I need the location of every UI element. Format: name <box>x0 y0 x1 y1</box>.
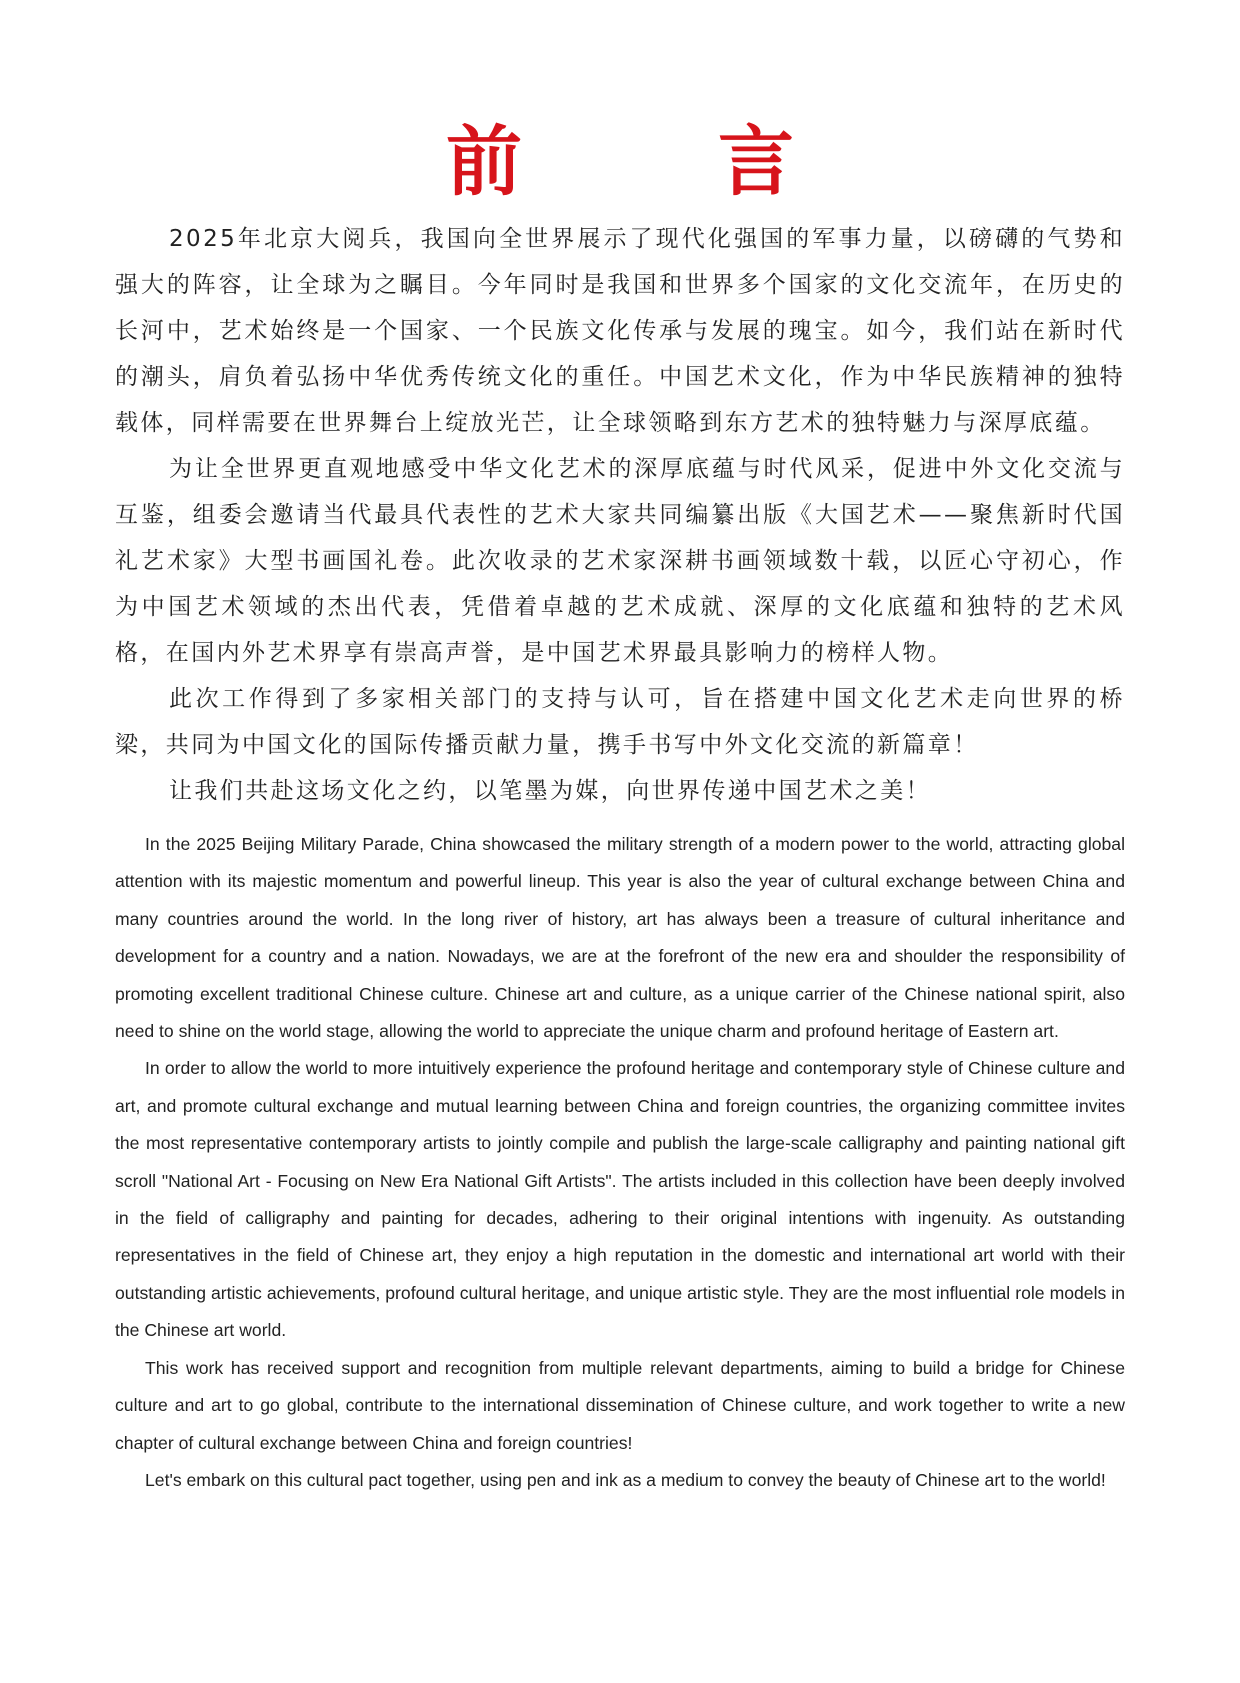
chinese-paragraph: 此次工作得到了多家相关部门的支持与认可，旨在搭建中国文化艺术走向世界的桥梁，共同为中国文化的国际传播贡献力量，携手书写中外文化交流的新篇章！ <box>115 686 1125 758</box>
english-paragraph: In order to allow the world to more intuitively experience the profound heritage and contemporary style of Chinese culture and art, and promote cultural exchange and mutual learning between China and foreign countries, the organizing committee invites the most representative contemporary artists to jointly compile and publish the large-scale calligraphy and painting national gift scroll "National Art - Focusing on New Era National Gift Artists". The artists included in this collection have been deeply involved in the field of calligraphy and painting for decades, adhering to their original intentions with ingenuity. As outstanding representatives in the field of Chinese art, they enjoy a high reputation in the domestic and international art world with their outstanding artistic achievements, profound cultural heritage, and unique artistic style. They are the most influential role models in the Chinese art world. <box>115 1058 1125 1341</box>
english-preface <box>115 826 1125 1499</box>
chinese-paragraph: 让我们共赴这场文化之约，以笔墨为媒，向世界传递中国艺术之美！ <box>169 778 931 804</box>
page-title: 前 言 <box>446 117 854 206</box>
english-paragraph: In the 2025 Beijing Military Parade, China showcased the military strength of a modern power to the world, attracting global attention with its majestic momentum and powerful lineup. This year is also the year of cultural exchange between China and many countries around the world. In the long river of history, art has always been a treasure of cultural inheritance and development for a country and a nation. Nowadays, we are at the forefront of the new era and shoulder the responsibility of promoting excellent traditional Chinese culture. Chinese art and culture, as a unique carrier of the Chinese national spirit, also need to shine on the world stage, allowing the world to appreciate the unique charm and profound heritage of Eastern art. <box>115 834 1125 1042</box>
english-paragraph: Let's embark on this cultural pact together, using pen and ink as a medium to convey the beauty of Chinese art to the world! <box>145 1469 1106 1490</box>
chinese-paragraph: 2025年北京大阅兵，我国向全世界展示了现代化强国的军事力量，以磅礴的气势和强大的阵容，让全球为之瞩目。今年同时是我国和世界多个国家的文化交流年，在历史的长河中，艺术始终是一个国家、一个民族文化传承与发展的瑰宝。如今，我们站在新时代的潮头，肩负着弘扬中华优秀传统文化的重任。中国艺术文化，作为中华民族精神的独特载体，同样需要在世界舞台上绽放光芒，让全球领略到东方艺术的独特魅力与深厚底蕴。 <box>115 226 1125 436</box>
page-content <box>115 0 1125 1539</box>
english-paragraph: This work has received support and recognition from multiple relevant departments, aiming to build a bridge for Chinese culture and art to go global, contribute to the international dissemination of Chinese culture, and work together to write a new chapter of cultural exchange between China and foreign countries! <box>115 1357 1125 1453</box>
chinese-preface <box>115 216 1125 814</box>
chinese-paragraph: 为让全世界更直观地感受中华文化艺术的深厚底蕴与时代风采，促进中外文化交流与互鉴，组委会邀请当代最具代表性的艺术大家共同编纂出版《大国艺术——聚焦新时代国礼艺术家》大型书画国礼卷。此次收录的艺术家深耕书画领域数十载，以匠心守初心，作为中国艺术领域的杰出代表，凭借着卓越的艺术成就、深厚的文化底蕴和独特的艺术风格，在国内外艺术界享有崇高声誉，是中国艺术界最具影响力的榜样人物。 <box>115 456 1125 666</box>
